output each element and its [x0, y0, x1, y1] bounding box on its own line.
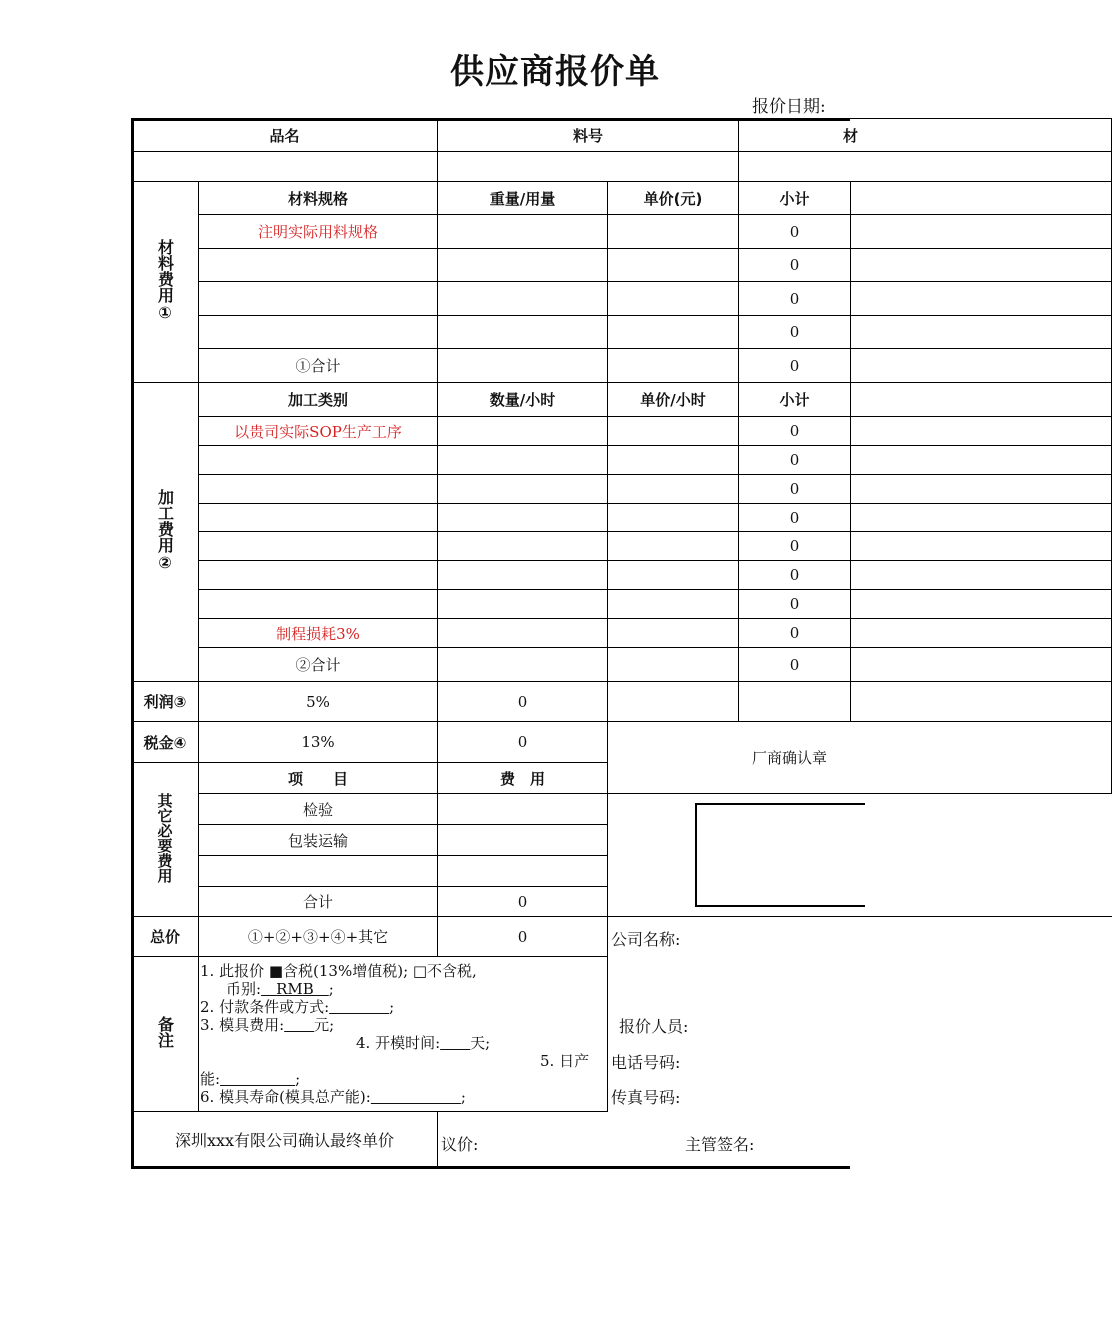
mold-life-blank[interactable]	[371, 1088, 461, 1106]
processing-extra-cell	[851, 619, 1112, 648]
material-section-label: 材料费用①	[132, 182, 199, 383]
processing-extra-cell	[851, 475, 1112, 504]
material-extra-cell	[851, 249, 1112, 282]
processing-rate-cell[interactable]	[608, 475, 739, 504]
tax-rate[interactable]: 13%	[199, 722, 438, 763]
vendor-stamp-label: 厂商确认章	[608, 722, 1112, 794]
processing-type-cell[interactable]	[199, 475, 438, 504]
page-title: 供应商报价单	[450, 52, 660, 92]
processing-type-cell[interactable]	[199, 504, 438, 532]
material-spec-cell[interactable]	[199, 316, 438, 349]
processing-hours-cell[interactable]	[438, 590, 608, 619]
processing-extra-cell	[851, 590, 1112, 619]
processing-extra-cell	[851, 417, 1112, 446]
processing-subtotal-cell: 0	[739, 446, 851, 475]
profit-value: 0	[438, 682, 608, 722]
processing-subtotal-cell: 0	[739, 417, 851, 446]
processing-rate-cell[interactable]	[608, 590, 739, 619]
header-col3: 材	[739, 119, 1112, 152]
material-extra-cell	[851, 316, 1112, 349]
remarks-line-currency: 币别: RMB ;	[226, 980, 334, 998]
processing-subtotal-cell: 0	[739, 619, 851, 648]
other-item-cell[interactable]	[199, 856, 438, 887]
processing-col-subtotal: 小计	[739, 383, 851, 417]
material-extra-cell	[851, 282, 1112, 316]
processing-subtotal-cell: 0	[739, 590, 851, 619]
grand-total-value: 0	[438, 917, 608, 957]
other-item-cell[interactable]: 包装运输	[199, 825, 438, 856]
material-qty-cell[interactable]	[438, 316, 608, 349]
processing-rate-cell[interactable]	[608, 446, 739, 475]
remarks-line-mold-life: 6. 模具寿命(模具总产能): ;	[200, 1088, 466, 1106]
mold-time-blank[interactable]	[440, 1034, 470, 1052]
product-name-input[interactable]	[132, 152, 438, 182]
part-number-input[interactable]	[438, 152, 739, 182]
quote-date-label: 报价日期:	[752, 97, 826, 117]
currency-value[interactable]: RMB	[261, 980, 329, 998]
material-price-cell[interactable]	[608, 316, 739, 349]
processing-hours-cell[interactable]	[438, 619, 608, 648]
material-total-value: 0	[739, 349, 851, 383]
grand-total-formula: ①+②+③+④+其它	[199, 917, 438, 957]
material-extra-cell	[851, 349, 1112, 383]
processing-type-cell[interactable]	[199, 561, 438, 590]
processing-subtotal-cell: 0	[739, 475, 851, 504]
other-total-value: 0	[438, 887, 608, 917]
processing-type-cell[interactable]	[199, 446, 438, 475]
other-item-cell[interactable]: 检验	[199, 794, 438, 825]
material-qty-cell[interactable]	[438, 282, 608, 316]
other-fee-cell[interactable]	[438, 856, 608, 887]
remarks-line-mold-fee: 3. 模具费用: 元;	[200, 1016, 335, 1034]
material-subtotal-cell: 0	[739, 215, 851, 249]
remarks-line-daily-output: 5. 日产	[540, 1052, 590, 1070]
material-col-qty: 重量/用量	[438, 182, 608, 215]
processing-type-cell[interactable]: 制程损耗3%	[199, 619, 438, 648]
remarks-text	[200, 962, 605, 1106]
processing-hours-cell[interactable]	[438, 561, 608, 590]
processing-total-hours	[438, 648, 608, 682]
footer-confirm-text: 深圳xxx有限公司确认最终单价	[132, 1112, 438, 1168]
processing-extra-cell	[851, 383, 1112, 417]
processing-col-rate: 单价/小时	[608, 383, 739, 417]
material-spec-cell[interactable]	[199, 282, 438, 316]
processing-hours-cell[interactable]	[438, 446, 608, 475]
processing-subtotal-cell: 0	[739, 561, 851, 590]
processing-col-hours: 数量/小时	[438, 383, 608, 417]
profit-empty-cell	[739, 682, 851, 722]
material-subtotal-cell: 0	[739, 316, 851, 349]
fax-label: 传真号码:	[611, 1088, 681, 1107]
material-col-subtotal: 小计	[739, 182, 851, 215]
quoter-label: 报价人员:	[619, 1017, 689, 1036]
material-price-cell[interactable]	[608, 282, 739, 316]
processing-hours-cell[interactable]	[438, 475, 608, 504]
capacity-blank[interactable]	[220, 1070, 295, 1088]
processing-extra-cell	[851, 446, 1112, 475]
processing-extra-cell	[851, 504, 1112, 532]
processing-subtotal-cell: 0	[739, 504, 851, 532]
material-qty-cell[interactable]	[438, 215, 608, 249]
payment-blank[interactable]	[329, 998, 389, 1016]
material-spec-cell[interactable]: 注明实际用料规格	[199, 215, 438, 249]
remarks-line-capacity: 能: ;	[200, 1070, 301, 1088]
col3-input[interactable]	[739, 152, 1112, 182]
grand-total-label: 总价	[132, 917, 199, 957]
remarks-line-payment: 2. 付款条件或方式: ;	[200, 998, 395, 1016]
material-price-cell[interactable]	[608, 215, 739, 249]
vendor-stamp-box[interactable]	[695, 803, 865, 907]
processing-type-cell[interactable]	[199, 590, 438, 619]
material-total-price	[608, 349, 739, 383]
other-fee-cell[interactable]	[438, 794, 608, 825]
header-product-name: 品名	[132, 119, 438, 152]
negotiated-price-label: 议价:	[441, 1135, 479, 1154]
mold-fee-blank[interactable]	[284, 1016, 314, 1034]
processing-hours-cell[interactable]	[438, 417, 608, 446]
material-total-qty	[438, 349, 608, 383]
processing-col-type: 加工类别	[199, 383, 438, 417]
processing-section-label: 加工费用②	[132, 383, 199, 682]
material-extra-cell	[851, 215, 1112, 249]
company-name-label: 公司名称:	[611, 930, 681, 949]
other-col-item: 项 目	[199, 763, 438, 794]
processing-type-cell[interactable]: 以贵司实际SOP生产工序	[199, 417, 438, 446]
material-subtotal-cell: 0	[739, 282, 851, 316]
phone-label: 电话号码:	[611, 1053, 681, 1072]
other-total-label: 合计	[199, 887, 438, 917]
other-fee-cell[interactable]	[438, 825, 608, 856]
material-subtotal-cell: 0	[739, 249, 851, 282]
processing-total-rate	[608, 648, 739, 682]
processing-rate-cell[interactable]	[608, 619, 739, 648]
profit-empty-cell	[608, 682, 739, 722]
material-spec-cell[interactable]	[199, 249, 438, 282]
remarks-line-mold-time: 4. 开模时间: 天;	[356, 1034, 491, 1052]
material-price-cell[interactable]	[608, 249, 739, 282]
processing-extra-cell	[851, 561, 1112, 590]
other-section-label: 其它必要费用	[132, 763, 199, 917]
remarks-line-tax: 1. 此报价 ■含税(13%增值税); □不含税,	[200, 962, 477, 980]
processing-total-label: ②合计	[199, 648, 438, 682]
processing-rate-cell[interactable]	[608, 504, 739, 532]
processing-hours-cell[interactable]	[438, 504, 608, 532]
tax-label: 税金④	[132, 722, 199, 763]
footer-signature-area	[438, 1112, 1112, 1168]
other-col-fee: 费 用	[438, 763, 608, 794]
profit-extra-cell	[851, 682, 1112, 722]
profit-label: 利润③	[132, 682, 199, 722]
processing-type-cell[interactable]	[199, 532, 438, 561]
processing-rate-cell[interactable]	[608, 532, 739, 561]
remarks-label: 备注	[132, 957, 199, 1112]
material-qty-cell[interactable]	[438, 249, 608, 282]
supervisor-signature-label: 主管签名:	[685, 1135, 755, 1154]
material-col-price: 单价(元)	[608, 182, 739, 215]
processing-extra-cell	[851, 648, 1112, 682]
header-part-number: 料号	[438, 119, 739, 152]
processing-hours-cell[interactable]	[438, 532, 608, 561]
material-extra-cell	[851, 182, 1112, 215]
processing-rate-cell[interactable]	[608, 417, 739, 446]
profit-rate[interactable]: 5%	[199, 682, 438, 722]
material-total-label: ①合计	[199, 349, 438, 383]
processing-rate-cell[interactable]	[608, 561, 739, 590]
material-col-spec: 材料规格	[199, 182, 438, 215]
tax-value: 0	[438, 722, 608, 763]
processing-subtotal-cell: 0	[739, 532, 851, 561]
processing-total-value: 0	[739, 648, 851, 682]
processing-extra-cell	[851, 532, 1112, 561]
